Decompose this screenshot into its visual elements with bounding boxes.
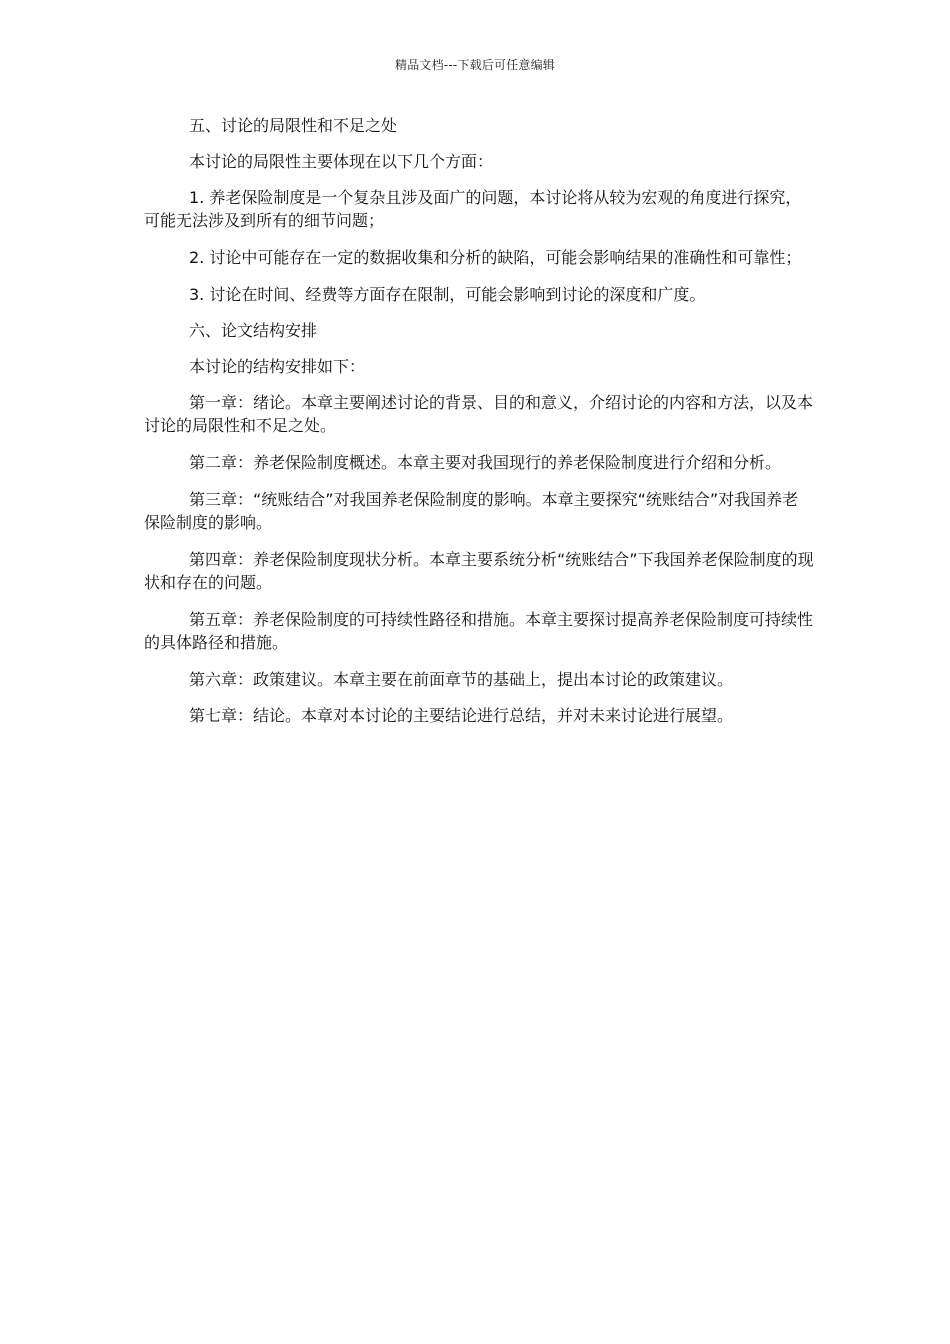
chapter-item: 第四章：养老保险制度现状分析。本章主要系统分析“统账结合”下我国养老保险制度的现状和存在的问题。: [144, 550, 814, 592]
list-item: 1. 养老保险制度是一个复杂且涉及面广的问题，本讨论将从较为宏观的角度进行探究，可能无法涉及到所有的细节问题；: [144, 188, 802, 230]
chapter-item: 第五章：养老保险制度的可持续性路径和措施。本章主要探讨提高养老保险制度可持续性的具体路径和措施。: [144, 610, 814, 652]
chapter-item: 第二章：养老保险制度概述。本章主要对我国现行的养老保险制度进行介绍和分析。: [189, 453, 782, 472]
page-header: 精品文档---下载后可任意编辑: [395, 58, 555, 72]
list-item: 3. 讨论在时间、经费等方面存在限制，可能会影响到讨论的深度和广度。: [189, 285, 706, 304]
list-item: 2. 讨论中可能存在一定的数据收集和分析的缺陷，可能会影响结果的准确性和可靠性；: [189, 248, 802, 267]
chapter-item: 第六章：政策建议。本章主要在前面章节的基础上，提出本讨论的政策建议。: [189, 670, 734, 689]
document-body: [144, 114, 814, 740]
chapter-item: 第一章：绪论。本章主要阐述讨论的背景、目的和意义，介绍讨论的内容和方法，以及本讨论的局限性和不足之处。: [144, 393, 814, 435]
chapter-item: 第三章：“统账结合”对我国养老保险制度的影响。本章主要探究“统账结合”对我国养老保险制度的影响。: [144, 490, 799, 532]
section-heading-limitations: 五、讨论的局限性和不足之处: [189, 116, 398, 135]
paragraph: 本讨论的局限性主要体现在以下几个方面：: [189, 152, 494, 171]
paragraph: 本讨论的结构安排如下：: [189, 357, 366, 376]
section-heading-structure: 六、论文结构安排: [189, 321, 318, 340]
chapter-item: 第七章：结论。本章对本讨论的主要结论进行总结，并对未来讨论进行展望。: [189, 706, 734, 725]
